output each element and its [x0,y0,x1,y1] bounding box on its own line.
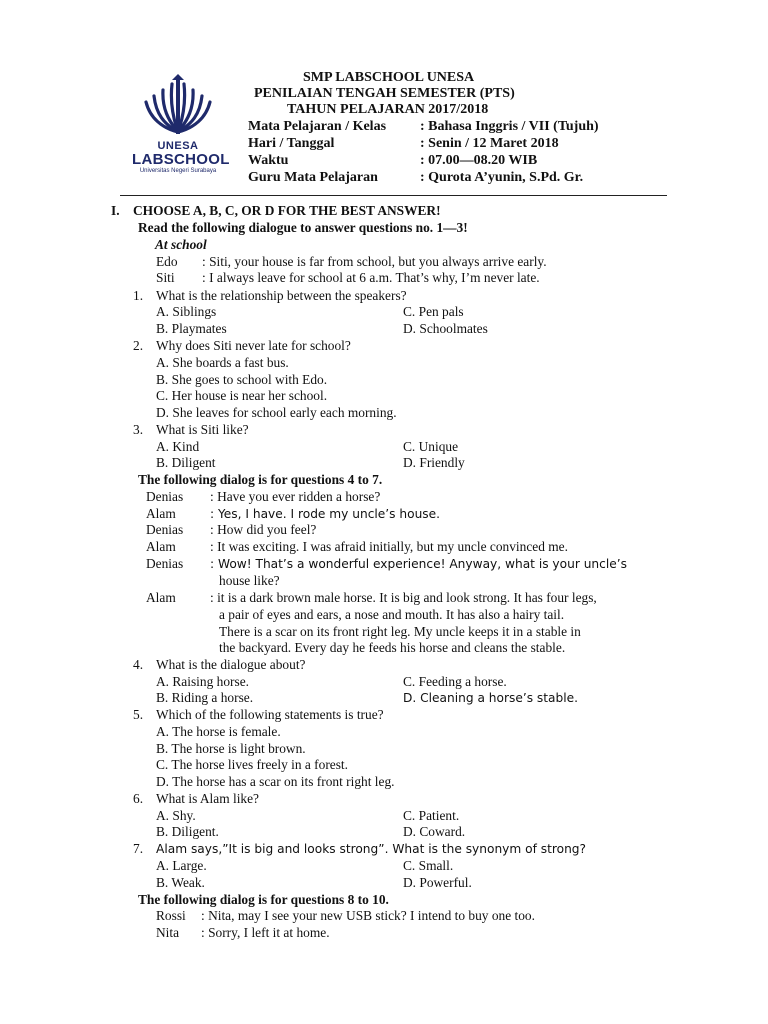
header-divider [120,195,667,196]
dialog-speaker: Nita [156,925,180,940]
option-b: B. She goes to school with Edo. [156,372,328,387]
info-value: : 07.00—08.20 WIB [420,153,538,168]
option-b: B. Riding a horse. [156,690,254,705]
option-d: D. Friendly [403,455,465,470]
option-b: B. Weak. [156,875,205,890]
dialog-line: : it is a dark brown male horse. It is big and look strong. It has four legs, [210,590,597,605]
question-number: 2. [133,338,144,353]
option-b: B. Diligent [156,455,216,470]
info-label: Hari / Tanggal [248,136,335,151]
instruction-q4-7: The following dialog is for questions 4 to 7. [138,472,383,487]
question-text: What is Siti like? [156,422,249,437]
question-number: 5. [133,707,144,722]
option-a: A. Siblings [156,304,217,319]
school-name: SMP LABSCHOOL UNESA [303,70,475,85]
question-number: 1. [133,288,144,303]
option-c: C. Her house is near her school. [156,388,328,403]
dialog-line: : Nita, may I see your new USB stick? I intend to buy one too. [201,908,535,923]
option-c: C. Patient. [403,808,460,823]
question-text: Alam says,”It is big and looks strong”. What is the synonym of strong? [156,842,587,856]
info-label: Guru Mata Pelajaran [248,170,378,185]
option-a: A. Large. [156,858,207,873]
dialog-line: : Have you ever ridden a horse? [210,489,381,504]
dialog-speaker: Rossi [156,908,186,923]
option-a: A. Kind [156,439,200,454]
dialog-speaker: Alam [146,506,176,521]
logo-text-labschool: LABSCHOOL [132,151,230,168]
question-text: What is the relationship between the speakers? [156,288,407,303]
info-value: : Qurota A’yunin, S.Pd. Gr. [420,170,584,185]
info-value: : Bahasa Inggris / VII (Tujuh) [420,119,599,134]
option-c: C. Pen pals [403,304,464,319]
dialog-speaker: Denias [146,556,184,571]
option-a: A. Raising horse. [156,674,249,689]
dialog-speaker: Siti [156,270,175,285]
unesa-labschool-logo [132,72,230,176]
info-value: : Senin / 12 Maret 2018 [420,136,559,151]
dialog-line: : Yes, I have. I rode my uncle’s house. [210,507,441,521]
dialog-speaker: Alam [146,590,176,605]
option-d: D. Coward. [403,824,466,839]
dialog-line-continued: the backyard. Every day he feeds his horse and cleans the stable. [219,640,566,655]
info-label: Waktu [248,153,289,168]
exam-name: PENILAIAN TENGAH SEMESTER (PTS) [254,86,515,101]
dialog-line-continued: There is a scar on its front right leg. My uncle keeps it in a stable in [219,624,581,639]
option-c: C. Unique [403,439,459,454]
option-d: D. Schoolmates [403,321,488,336]
question-text: Which of the following statements is true? [156,707,384,722]
question-text: What is the dialogue about? [156,657,306,672]
question-number: 6. [133,791,144,806]
option-b: B. The horse is light brown. [156,741,306,756]
academic-year: TAHUN PELAJARAN 2017/2018 [287,102,489,117]
dialog-speaker: Edo [156,254,178,269]
dialog-title: At school [155,237,207,252]
option-c: C. Feeding a horse. [403,674,507,689]
dialog-speaker: Denias [146,522,184,537]
section-title: CHOOSE A, B, C, OR D FOR THE BEST ANSWER! [133,203,441,218]
logo-text-university: Universitas Negeri Surabaya [139,168,217,174]
question-text: Why does Siti never late for school? [156,338,351,353]
option-d: D. She leaves for school early each morning. [156,405,397,420]
option-a: A. Shy. [156,808,196,823]
info-label: Mata Pelajaran / Kelas [248,119,387,134]
dialog-line-continued: a pair of eyes and ears, a nose and mouth. It has also a hairy tail. [219,607,565,622]
option-b: B. Diligent. [156,824,219,839]
dialog-line: : Siti, your house is far from school, but you always arrive early. [202,254,547,269]
option-a: A. The horse is female. [156,724,281,739]
dialog-line: : I always leave for school at 6 a.m. That’s why, I’m never late. [202,270,540,285]
question-number: 4. [133,657,144,672]
option-a: A. She boards a fast bus. [156,355,289,370]
question-text: What is Alam like? [156,791,260,806]
section-number: I. [111,203,120,218]
option-d: D. The horse has a scar on its front right leg. [156,774,395,789]
option-c: C. The horse lives freely in a forest. [156,757,348,772]
option-d: D. Powerful. [403,875,472,890]
dialog-line-continued: house like? [219,573,280,588]
dialog-line: : Wow! That’s a wonderful experience! Anyway, what is your uncle’s [210,557,627,571]
logo-emblem-icon [132,72,224,142]
dialog-line: : Sorry, I left it at home. [201,925,330,940]
option-c: C. Small. [403,858,454,873]
dialog-line: : How did you feel? [210,522,317,537]
option-d: D. Cleaning a horse’s stable. [403,691,579,705]
question-number: 3. [133,422,144,437]
logo-text-unesa: UNESA [157,140,199,152]
question-number: 7. [133,841,144,856]
dialog-speaker: Alam [146,539,176,554]
dialog-line: : It was exciting. I was afraid initially, but my uncle convinced me. [210,539,568,554]
instruction-q1-3: Read the following dialogue to answer questions no. 1—3! [138,220,468,235]
dialog-speaker: Denias [146,489,184,504]
instruction-q8-10: The following dialog is for questions 8 to 10. [138,892,389,907]
option-b: B. Playmates [156,321,227,336]
